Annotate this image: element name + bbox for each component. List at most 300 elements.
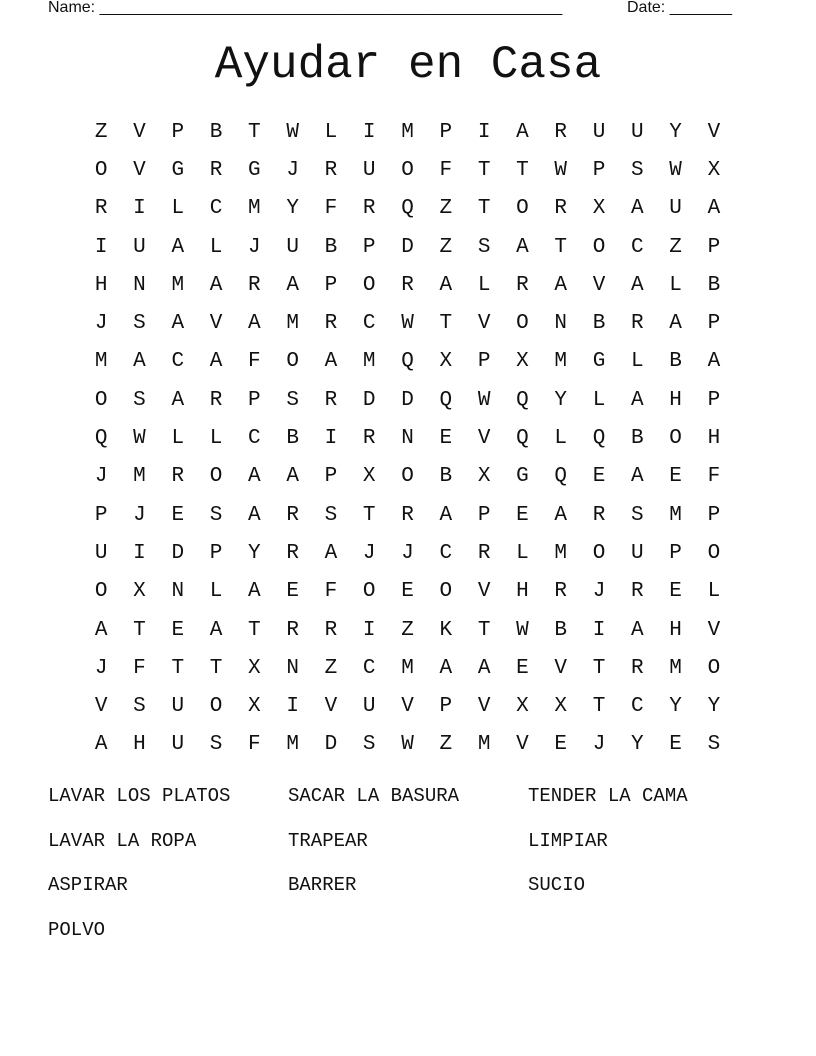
grid-letter: M [362,350,376,374]
grid-letter: W [554,158,568,182]
grid-letter: H [516,580,529,604]
grid-letter: T [209,656,223,680]
grid-letter: X [248,695,261,719]
word-list-item: POLVO [48,918,106,941]
grid-letter: A [248,312,261,336]
grid-letter: N [554,312,568,336]
grid-letter: T [516,158,529,182]
grid-letter: O [592,235,606,259]
word-search-grid [82,113,734,764]
grid-letter: B [439,465,453,489]
grid-letter: R [324,618,338,642]
grid-letter: V [133,158,146,182]
grid-letter: D [171,541,185,565]
grid-letter: M [401,656,414,680]
grid-letter: O [209,695,223,719]
grid-letter: C [631,695,644,719]
grid-letter: J [133,503,146,527]
grid-letter: O [286,350,299,374]
grid-letter: N [286,656,299,680]
grid-letter: A [669,312,682,336]
grid-letter: P [477,350,491,374]
grid-letter: J [248,235,261,259]
grid-letter: R [554,580,568,604]
grid-letter: O [707,541,721,565]
grid-letter: T [592,695,606,719]
grid-letter: J [592,733,606,757]
grid-letter: H [707,427,721,451]
grid-letter: V [707,618,721,642]
grid-letter: R [94,197,108,221]
grid-letter: I [362,618,376,642]
grid-letter: Q [516,427,529,451]
page-title: Ayudar en Casa [214,39,602,91]
grid-letter: T [477,158,491,182]
grid-letter: V [94,695,108,719]
grid-letter: A [133,350,146,374]
grid-letter: T [362,503,376,527]
grid-letter: M [477,733,491,757]
grid-letter: L [477,273,491,297]
grid-letter: I [286,695,299,719]
grid-letter: U [171,695,185,719]
grid-letter: O [401,158,414,182]
grid-letter: V [477,695,491,719]
grid-letter: X [707,158,721,182]
grid-letter: W [401,312,414,336]
date-field-label: Date: _______ [627,0,732,16]
word-list-item: LIMPIAR [528,829,608,852]
grid-letter: P [324,273,338,297]
grid-letter: I [133,541,146,565]
grid-letter: M [401,120,414,144]
grid-letter: D [324,733,338,757]
grid-letter: O [669,427,682,451]
grid-letter: R [554,197,568,221]
grid-letter: C [171,350,185,374]
grid-letter: A [209,273,223,297]
grid-letter: X [362,465,376,489]
grid-letter: W [401,733,414,757]
grid-letter: J [592,580,606,604]
grid-letter: L [707,580,721,604]
grid-letter: Y [286,197,299,221]
grid-letter: A [554,273,568,297]
grid-letter: T [171,656,185,680]
grid-letter: R [631,580,644,604]
grid-letter: E [669,465,682,489]
grid-letter: D [362,388,376,412]
grid-letter: H [133,733,146,757]
grid-letter: N [133,273,146,297]
grid-letter: J [94,656,108,680]
grid-letter: U [631,120,644,144]
grid-letter: S [362,733,376,757]
grid-letter: D [401,388,414,412]
grid-letter: I [94,235,108,259]
grid-letter: P [209,541,223,565]
grid-letter: T [248,618,261,642]
grid-letter: R [324,312,338,336]
grid-letter: E [669,580,682,604]
grid-letter: S [631,503,644,527]
grid-letter: J [401,541,414,565]
grid-letter: A [707,197,721,221]
grid-letter: X [516,350,529,374]
grid-letter: L [554,427,568,451]
grid-letter: M [554,350,568,374]
grid-letter: Y [707,695,721,719]
grid-letter: S [707,733,721,757]
grid-letter: Q [401,197,414,221]
grid-letter: A [324,541,338,565]
grid-letter: Y [554,388,568,412]
grid-letter: P [707,312,721,336]
grid-letter: F [133,656,146,680]
grid-letter: A [477,656,491,680]
grid-letter: R [362,427,376,451]
grid-letter: S [286,388,299,412]
grid-letter: U [669,197,682,221]
grid-letter: L [171,197,185,221]
grid-letter: Q [516,388,529,412]
grid-letter: V [209,312,223,336]
grid-letter: X [554,695,568,719]
word-list-item: LAVAR LOS PLATOS [48,785,231,807]
grid-letter: B [209,120,223,144]
grid-letter: R [362,197,376,221]
grid-letter: P [669,541,682,565]
grid-letter: E [592,465,606,489]
grid-letter: L [324,120,338,144]
grid-letter: C [248,427,261,451]
grid-letter: R [286,541,299,565]
grid-letter: J [362,541,376,565]
grid-letter: G [516,465,529,489]
grid-letter: P [362,235,376,259]
grid-letter: I [133,197,146,221]
grid-letter: X [516,695,529,719]
grid-letter: N [171,580,185,604]
grid-letter: V [592,273,606,297]
grid-letter: A [171,388,185,412]
grid-letter: B [324,235,338,259]
grid-letter: X [248,656,261,680]
grid-letter: P [707,503,721,527]
grid-letter: J [94,312,108,336]
grid-letter: Q [94,427,108,451]
grid-letter: P [171,120,185,144]
grid-letter: A [171,312,185,336]
grid-letter: T [554,235,568,259]
grid-letter: R [209,158,223,182]
grid-letter: E [669,733,682,757]
grid-letter: S [209,733,223,757]
grid-letter: S [209,503,223,527]
grid-letter: U [171,733,185,757]
grid-letter: B [286,427,299,451]
grid-letter: S [631,158,644,182]
grid-letter: L [209,580,223,604]
grid-letter: H [669,388,682,412]
grid-letter: O [362,580,376,604]
grid-letter: P [94,503,108,527]
word-list-item: SACAR LA BASURA [288,785,460,807]
grid-letter: W [477,388,491,412]
grid-letter: I [324,427,338,451]
grid-letter: G [171,158,185,182]
grid-letter: F [439,158,453,182]
grid-letter: Y [669,695,682,719]
name-field-label: Name: ____________________________________________________ [48,0,563,16]
grid-letter: M [94,350,108,374]
grid-letter: L [631,350,644,374]
grid-letter: Q [401,350,414,374]
grid-letter: A [248,503,261,527]
grid-letter: M [286,733,299,757]
grid-letter: O [94,580,108,604]
grid-letter: L [209,235,223,259]
grid-letter: A [286,465,299,489]
grid-letter: P [439,695,453,719]
grid-letter: R [286,618,299,642]
grid-letter: S [133,388,146,412]
grid-letter: Y [631,733,644,757]
grid-letter: S [324,503,338,527]
grid-letter: R [631,312,644,336]
grid-letter: O [516,197,529,221]
grid-letter: R [209,388,223,412]
grid-letter: I [362,120,376,144]
grid-letter: U [94,541,108,565]
grid-letter: A [631,273,644,297]
grid-letter: O [707,656,721,680]
grid-letter: G [592,350,606,374]
grid-letter: A [324,350,338,374]
grid-letter: V [324,695,338,719]
grid-letter: S [133,695,146,719]
grid-letter: Z [439,197,453,221]
grid-letter: V [401,695,414,719]
grid-letter: P [477,503,491,527]
grid-letter: X [592,197,606,221]
grid-letter: B [631,427,644,451]
grid-letter: N [401,427,414,451]
grid-letter: Z [669,235,682,259]
grid-letter: C [362,656,376,680]
grid-letter: Q [554,465,568,489]
word-list-item: LAVAR LA ROPA [48,829,197,852]
word-list-item: BARRER [288,874,357,896]
word-list-item: SUCIO [528,874,586,896]
grid-letter: A [516,120,529,144]
grid-letter: W [669,158,682,182]
grid-letter: T [477,197,491,221]
grid-letter: W [133,427,146,451]
grid-letter: Z [401,618,414,642]
grid-letter: O [362,273,376,297]
grid-letter: A [94,618,108,642]
grid-letter: R [286,503,299,527]
grid-letter: E [439,427,453,451]
grid-letter: C [209,197,223,221]
grid-letter: M [248,197,261,221]
grid-letter: R [592,503,606,527]
grid-letter: L [171,427,185,451]
grid-letter: I [477,120,491,144]
grid-letter: Z [324,656,338,680]
grid-letter: M [669,503,682,527]
grid-letter: Z [94,120,108,144]
grid-letter: A [439,273,453,297]
grid-letter: S [133,312,146,336]
grid-letter: E [516,503,529,527]
grid-letter: D [401,235,414,259]
grid-letter: A [171,235,185,259]
word-list-item: TRAPEAR [288,829,368,852]
grid-letter: B [554,618,568,642]
grid-letter: O [94,158,108,182]
grid-letter: A [631,388,644,412]
grid-letter: F [248,350,261,374]
word-list-item: ASPIRAR [48,874,128,896]
grid-letter: V [477,312,491,336]
grid-letter: R [401,273,414,297]
grid-letter: E [516,656,529,680]
grid-letter: Z [439,235,453,259]
grid-letter: J [94,465,108,489]
word-list [48,778,768,956]
grid-letter: U [362,695,376,719]
grid-letter: C [362,312,376,336]
grid-letter: B [592,312,606,336]
grid-letter: U [631,541,644,565]
grid-letter: C [439,541,453,565]
grid-letter: O [592,541,606,565]
grid-letter: M [286,312,299,336]
grid-letter: A [707,350,721,374]
grid-letter: W [516,618,529,642]
grid-letter: M [171,273,185,297]
grid-letter: L [516,541,529,565]
grid-letter: A [554,503,568,527]
grid-letter: O [401,465,414,489]
grid-letter: L [209,427,223,451]
grid-letter: E [171,503,185,527]
grid-letter: E [554,733,568,757]
grid-letter: A [439,656,453,680]
grid-letter: F [248,733,261,757]
grid-letter: L [669,273,682,297]
grid-letter: A [94,733,108,757]
grid-letter: U [362,158,376,182]
grid-letter: F [707,465,721,489]
grid-letter: Q [592,427,606,451]
grid-letter: P [248,388,261,412]
grid-letter: V [133,120,146,144]
grid-letter: A [248,465,261,489]
grid-letter: S [477,235,491,259]
grid-letter: P [324,465,338,489]
grid-letter: A [248,580,261,604]
grid-letter: Y [669,120,682,144]
grid-letter: U [133,235,146,259]
grid-letter: M [554,541,568,565]
grid-letter: O [209,465,223,489]
grid-letter: Q [439,388,453,412]
grid-letter: G [248,158,261,182]
grid-letter: R [324,388,338,412]
grid-letter: F [324,580,338,604]
grid-letter: V [554,656,568,680]
grid-letter: E [401,580,414,604]
grid-letter: R [171,465,185,489]
grid-letter: R [401,503,414,527]
grid-letter: X [439,350,453,374]
grid-letter: F [324,197,338,221]
grid-letter: U [286,235,299,259]
grid-letter: V [707,120,721,144]
grid-letter: R [516,273,529,297]
grid-letter: E [286,580,299,604]
grid-letter: P [592,158,606,182]
grid-letter: P [707,235,721,259]
grid-letter: P [439,120,453,144]
grid-letter: A [209,618,223,642]
grid-letter: A [631,618,644,642]
grid-letter: R [631,656,644,680]
grid-letter: X [477,465,491,489]
grid-letter: B [669,350,682,374]
grid-letter: M [133,465,146,489]
grid-letter: A [439,503,453,527]
grid-letter: V [516,733,529,757]
grid-letter: A [286,273,299,297]
word-list-item: TENDER LA CAMA [528,785,688,807]
grid-letter: W [286,120,299,144]
grid-letter: O [439,580,453,604]
grid-letter: L [592,388,606,412]
grid-letter: E [171,618,185,642]
grid-letter: R [477,541,491,565]
grid-letter: H [669,618,682,642]
grid-letter: Y [248,541,261,565]
grid-letter: T [477,618,491,642]
grid-letter: T [592,656,606,680]
grid-letter: V [477,427,491,451]
header-line [48,0,768,19]
grid-letter: T [133,618,146,642]
grid-letter: A [631,465,644,489]
grid-letter: O [94,388,108,412]
grid-letter: K [439,618,453,642]
grid-letter: H [94,273,108,297]
grid-letter: C [631,235,644,259]
grid-letter: A [631,197,644,221]
grid-letter: A [516,235,529,259]
grid-letter: T [439,312,453,336]
grid-letter: U [592,120,606,144]
grid-letter: M [669,656,682,680]
grid-letter: P [707,388,721,412]
grid-letter: R [324,158,338,182]
grid-letter: T [248,120,261,144]
grid-letter: V [477,580,491,604]
grid-letter: I [592,618,606,642]
grid-letter: R [248,273,261,297]
grid-letter: B [707,273,721,297]
grid-letter: O [516,312,529,336]
